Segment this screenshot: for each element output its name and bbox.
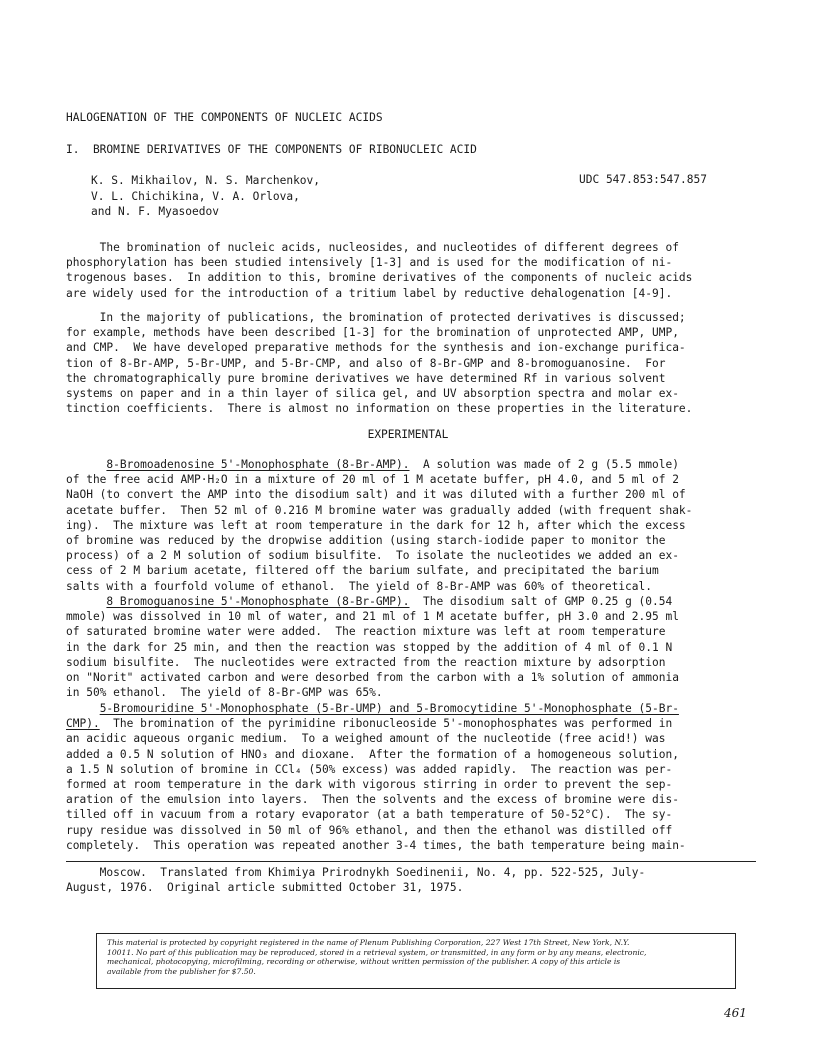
text-line: systems on paper and in a thin layer of silica gel, and UV absorption spectra and molar ex- <box>66 387 679 401</box>
text-line: mmole) was dissolved in 10 ml of water, and 21 ml of 1 M acetate buffer, pH 3.0 and 2.95 ml <box>66 610 679 624</box>
footnote <box>66 865 752 895</box>
text-line <box>66 701 752 716</box>
text-line: tinction coefficients. There is almost no information on these properties in the literature. <box>66 402 693 416</box>
text-line: in 50% ethanol. The yield of 8-Br-GMP was 65%. <box>66 686 383 700</box>
notice-line: This material is protected by copyright registered in the name of Plenum Publishing Corporation, 227 West 17th Street, New York, N.Y. <box>107 938 630 947</box>
author-line: V. L. Chichikina, V. A. Orlova, <box>91 189 300 203</box>
text-line: tion of 8-Br-AMP, 5-Br-UMP, and 5-Br-CMP, and also of 8-Br-GMP and 8-bromoguanosine. For <box>66 356 666 370</box>
text-line: cess of 2 M barium acetate, filtered off the barium sulfate, and precipitated the barium <box>66 564 659 578</box>
subsection-title: CMP). <box>66 717 100 731</box>
text-line: sodium bisulfite. The nucleotides were extracted from the reaction mixture by adsorption <box>66 655 666 669</box>
section-5-br-ump-cmp <box>66 701 752 853</box>
text-line: of saturated bromine water were added. The reaction mixture was left at room temperature <box>66 625 666 639</box>
text-line: aration of the emulsion into layers. Then the solvents and the excess of bromine were dis- <box>66 793 679 807</box>
text-line: rupy residue was dissolved in 50 ml of 96% ethanol, and then the ethanol was distilled off <box>66 823 673 837</box>
text-line: for example, methods have been described [1-3] for the bromination of unprotected AMP, UMP, <box>66 326 679 340</box>
text-line: an acidic aqueous organic medium. To a weighed amount of the nucleotide (free acid!) was <box>66 732 666 746</box>
notice-line: mechanical, photocopying, microfilming, recording or otherwise, without written permission of the publisher. A copy of this article is <box>107 957 621 967</box>
section-8-br-amp <box>66 457 752 594</box>
article-title: HALOGENATION OF THE COMPONENTS OF NUCLEIC ACIDS <box>66 111 383 124</box>
text-line: formed at room temperature in the dark with vigorous stirring in order to prevent the sep- <box>66 778 673 792</box>
section-heading-experimental: EXPERIMENTAL <box>367 428 449 441</box>
author-line: K. S. Mikhailov, N. S. Marchenkov, <box>91 174 321 187</box>
text-line: of bromine was reduced by the dropwise addition (using starch-iodide paper to monitor the <box>66 534 666 548</box>
text-line: phosphorylation has been studied intensively [1-3] and is used for the modification of ni- <box>66 256 673 270</box>
text-line: In the majority of publications, the bromination of protected derivatives is discussed; <box>66 311 686 324</box>
text-line: of the free acid AMP·H₂O in a mixture of 20 ml of 1 M acetate buffer, pH 4.0, and 5 ml of 2 <box>66 473 679 487</box>
subsection-title: 8 Bromoguanosine 5'-Monophosphate (8-Br-GMP). <box>106 595 410 608</box>
text-line: NaOH (to convert the AMP into the disodium salt) and it was diluted with a further 200 ml of <box>66 488 686 502</box>
text-line: process) of a 2 M solution of sodium bisulfite. To isolate the nucleotides we added an ex- <box>66 549 679 563</box>
text-line: in the dark for 25 min, and then the reaction was stopped by the addition of 4 ml of 0.1 N <box>66 640 673 654</box>
text-line: 8 Bromoguanosine 5'-Monophosphate (8-Br-GMP). The disodium salt of GMP 0.25 g (0.54 <box>106 595 673 608</box>
text-line: trogenous bases. In addition to this, bromine derivatives of the components of nucleic acids <box>66 271 693 285</box>
copyright-notice <box>96 933 736 989</box>
text-line: a 1.5 N solution of bromine in CCl₄ (50% excess) was added rapidly. The reaction was per- <box>66 762 673 776</box>
article-subtitle: I. BROMINE DERIVATIVES OF THE COMPONENTS OF RIBONUCLEIC ACID <box>66 143 477 156</box>
text-line: The bromination of nucleic acids, nucleosides, and nucleotides of different degrees of <box>66 241 679 254</box>
subsection-title: 8-Bromoadenosine 5'-Monophosphate (8-Br-AMP). <box>106 458 410 471</box>
text-line: the chromatographically pure bromine derivatives we have determined Rf in various solvent <box>66 371 666 385</box>
text-line: 8-Bromoadenosine 5'-Monophosphate (8-Br-AMP). A solution was made of 2 g (5.5 mmole) <box>106 458 679 471</box>
author-list <box>91 173 320 220</box>
text-line: Moscow. Translated from Khimiya Prirodnykh Soedinenii, No. 4, pp. 522-525, July- <box>66 866 646 879</box>
text-line: on "Norit" activated carbon and were desorbed from the carbon with a 1% solution of ammonia <box>66 671 679 685</box>
text-line: added a 0.5 N solution of HNO₃ and dioxane. After the formation of a homogeneous solution, <box>66 747 679 761</box>
text-line: August, 1976. Original article submitted October 31, 1975. <box>66 881 464 895</box>
footnote-divider <box>66 861 756 862</box>
intro-paragraph-1 <box>66 240 752 301</box>
author-line: and N. F. Myasoedov <box>91 205 219 218</box>
text-line: are widely used for the introduction of a tritium label by reductive dehalogenation [4-9]. <box>66 286 673 300</box>
notice-line: 10011. No part of this publication may be reproduced, stored in a retrieval system, or transmitted, in any form or by any means, electronic, <box>107 947 647 957</box>
text-line: ing). The mixture was left at room temperature in the dark for 12 h, after which the excess <box>66 518 686 532</box>
text-line: acetate buffer. Then 52 ml of 0.216 M bromine water was gradually added (with frequent shak- <box>66 503 693 517</box>
text-line: salts with a fourfold volume of ethanol. The yield of 8-Br-AMP was 60% of theoretical. <box>66 579 652 593</box>
intro-paragraph-2 <box>66 310 752 416</box>
text-line: CMP). The bromination of the pyrimidine ribonucleoside 5'-monophosphates was performed in <box>66 717 673 731</box>
subsection-title: 5-Bromouridine 5'-Monophosphate (5-Br-UMP) and 5-Bromocytidine 5'-Monophosphate (5-Br- <box>99 702 679 715</box>
text-line: completely. This operation was repeated another 3-4 times, the bath temperature being main- <box>66 838 686 852</box>
udc-code: UDC 547.853:547.857 <box>579 173 707 186</box>
notice-line: available from the publisher for $7.50. <box>107 966 256 976</box>
text-line: and CMP. We have developed preparative methods for the synthesis and ion-exchange purifica- <box>66 341 686 355</box>
section-8-br-gmp <box>66 594 752 700</box>
text-line: tilled off in vacuum from a rotary evaporator (at a bath temperature of 50-52°C). The sy- <box>66 808 673 822</box>
page-number: 461 <box>724 1006 747 1020</box>
